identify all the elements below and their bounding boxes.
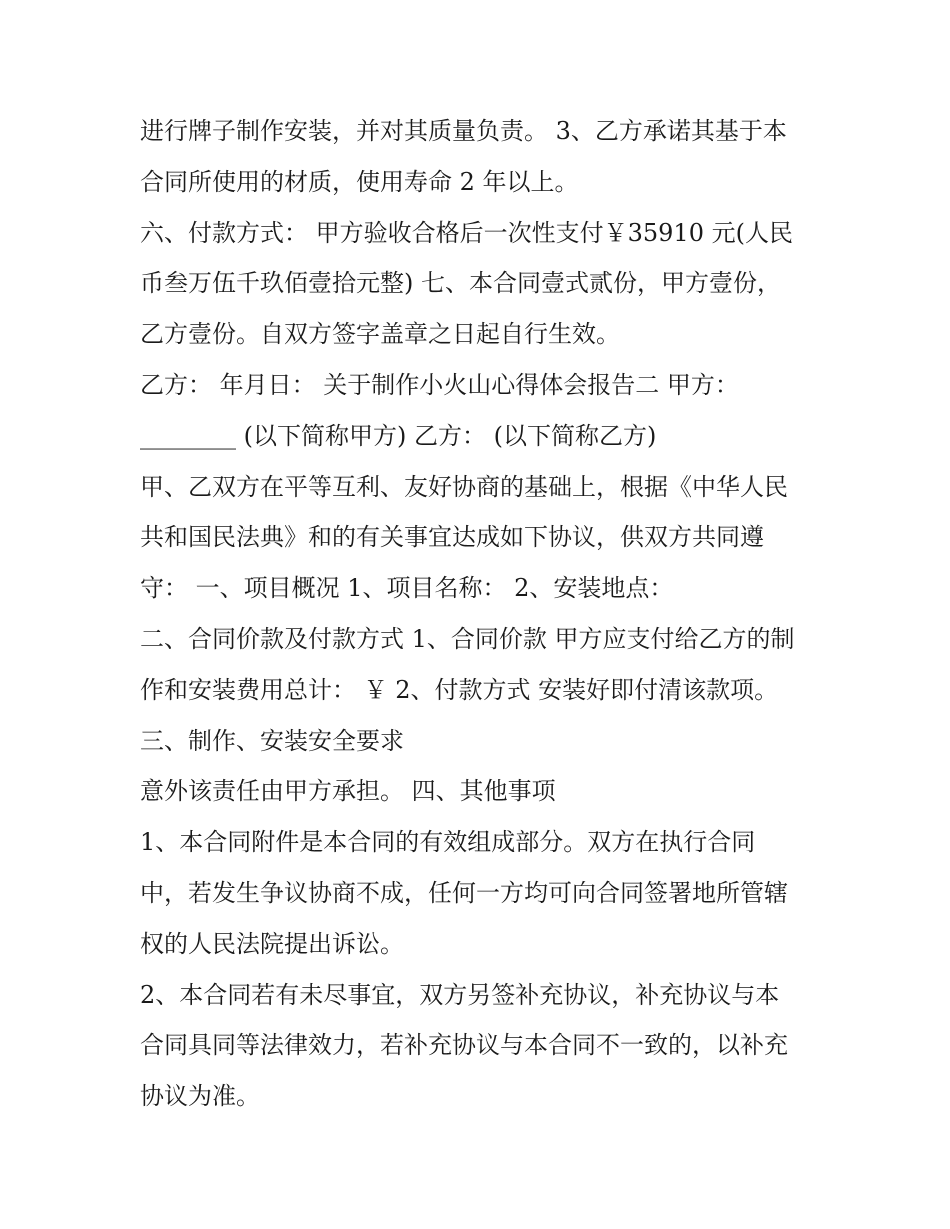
text-line: ________ (以下简称甲方) 乙方： (以下简称乙方) [140,421,657,450]
text-line: 权的人民法院提出诉讼。 [140,929,404,958]
text-line: 协议为准。 [140,1082,260,1111]
text-line: 币叁万伍千玖佰壹拾元整) 七、本合同壹式贰份，甲方壹份， [140,269,781,298]
text-line: 六、付款方式： 甲方验收合格后一次性支付￥35910 元(人民 [140,218,793,247]
text-line: 共和国民法典》和的有关事宜达成如下协议，供双方共同遵 [140,523,764,552]
text-line: 中，若发生争议协商不成，任何一方均可向合同签署地所管辖 [140,878,788,907]
text-line: 1、本合同附件是本合同的有效组成部分。双方在执行合同 [140,828,756,857]
text-line: 二、合同价款及付款方式 1、合同价款 甲方应支付给乙方的制 [140,624,795,653]
text-line: 乙方壹份。自双方签字盖章之日起自行生效。 [140,320,620,349]
text-line: 甲、乙双方在平等互利、友好协商的基础上，根据《中华人民 [140,472,788,501]
text-line: 乙方： 年月日： 关于制作小火山心得体会报告二 甲方： [140,370,739,399]
text-line: 作和安装费用总计： ￥ 2、付款方式 安装好即付清该款项。 [140,675,779,704]
text-line: 意外该责任由甲方承担。 四、其他事项 [140,777,556,806]
text-line: 合同具同等法律效力，若补充协议与本合同不一致的，以补充 [140,1031,788,1060]
text-line: 进行牌子制作安装，并对其质量负责。 3、乙方承诺其基于本 [140,117,787,145]
contract-text-body [140,106,820,1122]
text-line: 三、制作、安装安全要求 [140,726,404,755]
text-line: 2、本合同若有未尽事宜，双方另签补充协议，补充协议与本 [140,980,780,1009]
text-line: 守： 一、项目概况 1、项目名称： 2、安装地点： [140,574,674,603]
text-line: 合同所使用的材质，使用寿命 2 年以上。 [140,167,579,196]
